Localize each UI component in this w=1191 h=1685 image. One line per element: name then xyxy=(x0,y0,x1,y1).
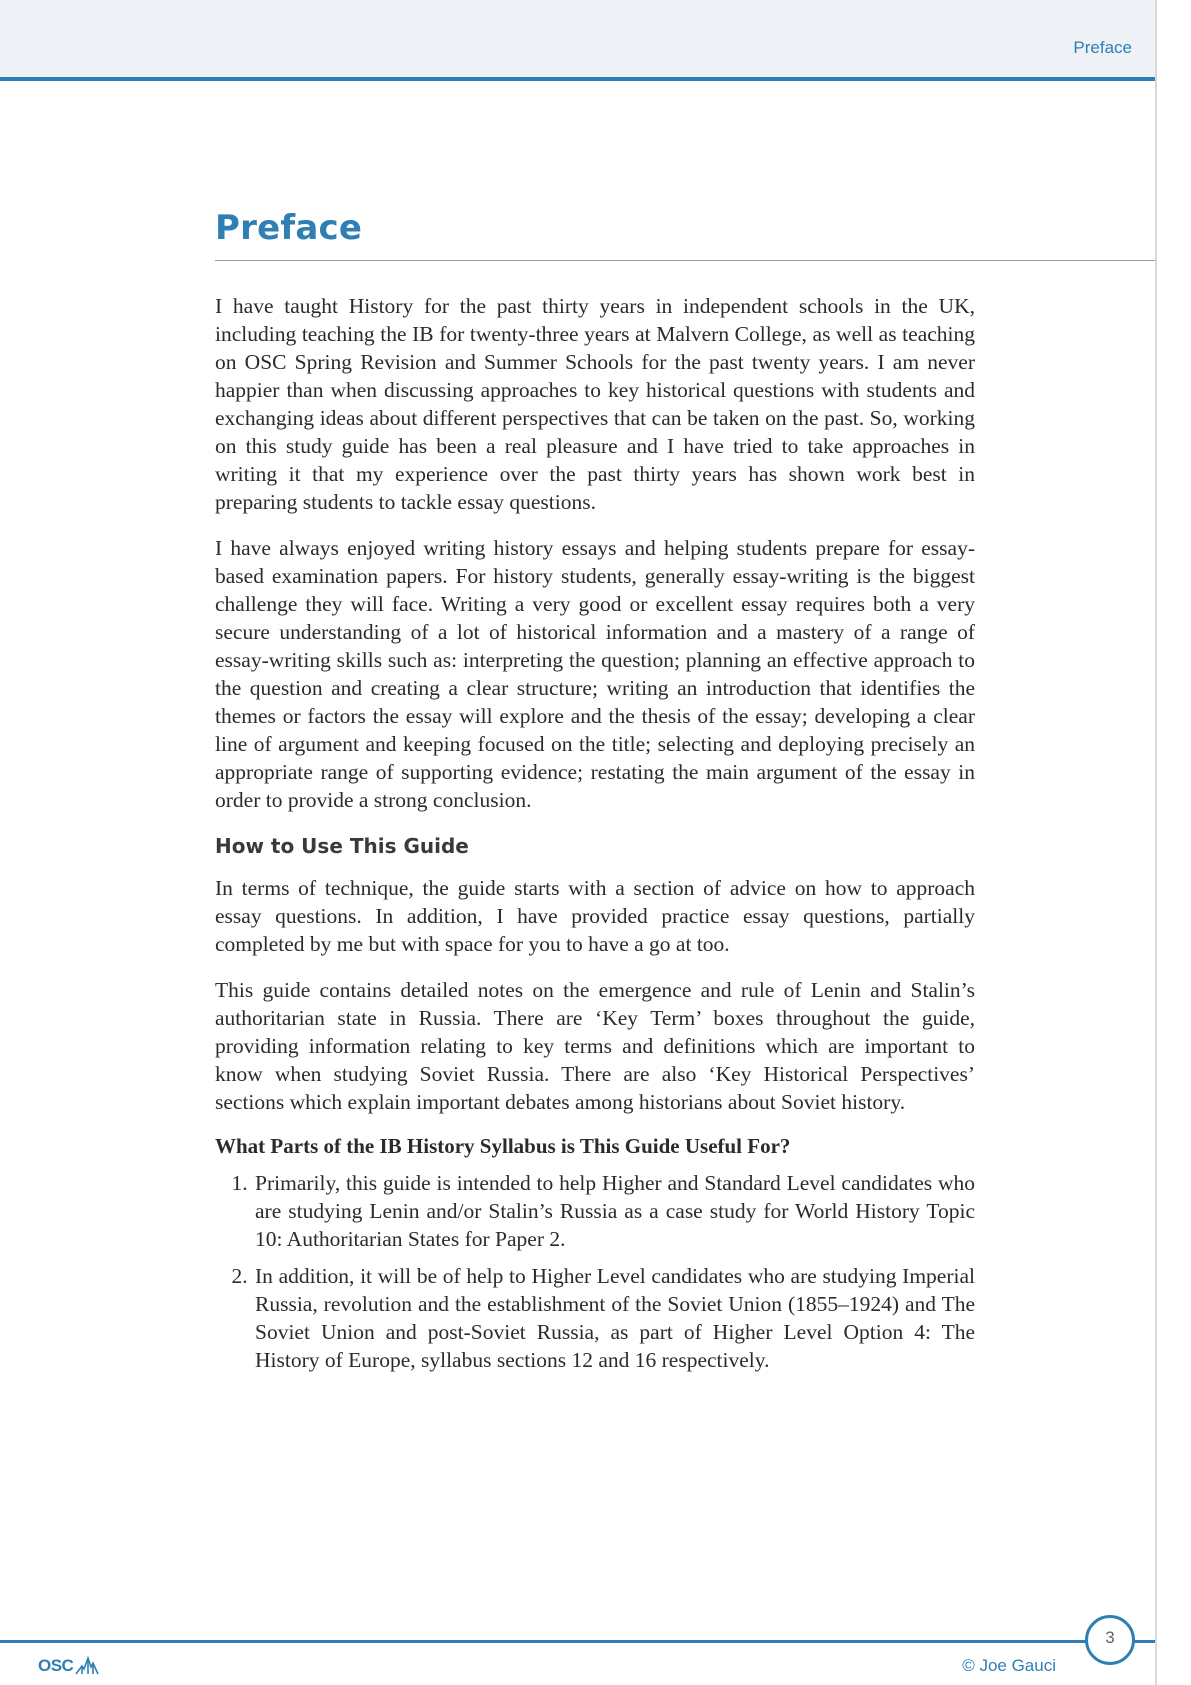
paragraph-intro: I have taught History for the past thirty years in independent schools in the UK, including teaching the IB for twenty-three years at Malvern College, as well as teaching on OSC Spring Revision and Summer Schools for the past twenty years. I am never happier than when discussing approaches to key historical questions with students and exchanging ideas about different perspectives that can be taken on the past. So, working on this study guide has been a real pleasure and I have tried to take approaches in writing it that my experience over the past thirty years has shown work best in preparing students to tackle essay questions. xyxy=(215,294,975,514)
page-title: Preface xyxy=(215,208,363,248)
section-heading-how-to-use: How to Use This Guide xyxy=(215,834,469,858)
paragraph-essays: I have always enjoyed writing history essays and helping students prepare for essay-based examination papers. For history students, generally essay-writing is the biggest challenge they will face. Writing a very good or excellent essay requires both a very secure understanding of a lot of historical information and a mastery of a range of essay-writing skills such as: interpreting the question; planning an effective approach to the question and creating a clear structure; writing an introduction that identifies the themes or factors the essay will explore and the thesis of the essay; developing a clear line of argument and keeping focused on the title; selecting and deploying precisely an appropriate range of supporting evidence; restating the main argument of the essay in order to provide a strong conclusion. xyxy=(215,536,975,812)
copyright: © Joe Gauci xyxy=(962,1656,1056,1675)
list-item: 2. In addition, it will be of help to Higher Level candidates who are studying Imperial Russia, revolution and the establishment of the Soviet Union (1855–1924) and The Soviet Union and post-Soviet Russia, as part of Higher Level Option 4: The History of Europe, syllabus sections 12 and 16 respectively. xyxy=(253,1262,975,1374)
header-band xyxy=(0,0,1155,77)
spires-icon xyxy=(75,1654,99,1676)
page-edge xyxy=(1155,0,1157,1685)
title-rule xyxy=(215,260,1155,261)
main-content xyxy=(215,292,975,1383)
paragraph-contents: This guide contains detailed notes on the emergence and rule of Lenin and Stalin’s authoritarian state in Russia. There are ‘Key Term’ boxes throughout the guide, providing information relating to key terms and definitions which are important to know when studying Soviet Russia. There are also ‘Key Historical Perspectives’ sections which explain important debates among historians about Soviet history. xyxy=(215,978,975,1114)
section-heading-syllabus: What Parts of the IB History Syllabus is This Guide Useful For? xyxy=(215,1134,791,1158)
syllabus-list xyxy=(215,1169,975,1374)
footer-rule xyxy=(0,1640,1155,1643)
osc-logo xyxy=(38,1654,99,1676)
logo-text: OSC xyxy=(38,1656,74,1675)
header-rule xyxy=(0,77,1155,81)
page-number: 3 xyxy=(1085,1615,1135,1665)
list-item: 1. Primarily, this guide is intended to help Higher and Standard Level candidates who are studying Lenin and/or Stalin’s Russia as a case study for World History Topic 10: Authoritarian States for Paper 2. xyxy=(253,1169,975,1253)
paragraph-technique: In terms of technique, the guide starts with a section of advice on how to approach essay questions. In addition, I have provided practice essay questions, partially completed by me but with space for you to have a go at too. xyxy=(215,876,975,956)
running-title: Preface xyxy=(1073,38,1132,57)
